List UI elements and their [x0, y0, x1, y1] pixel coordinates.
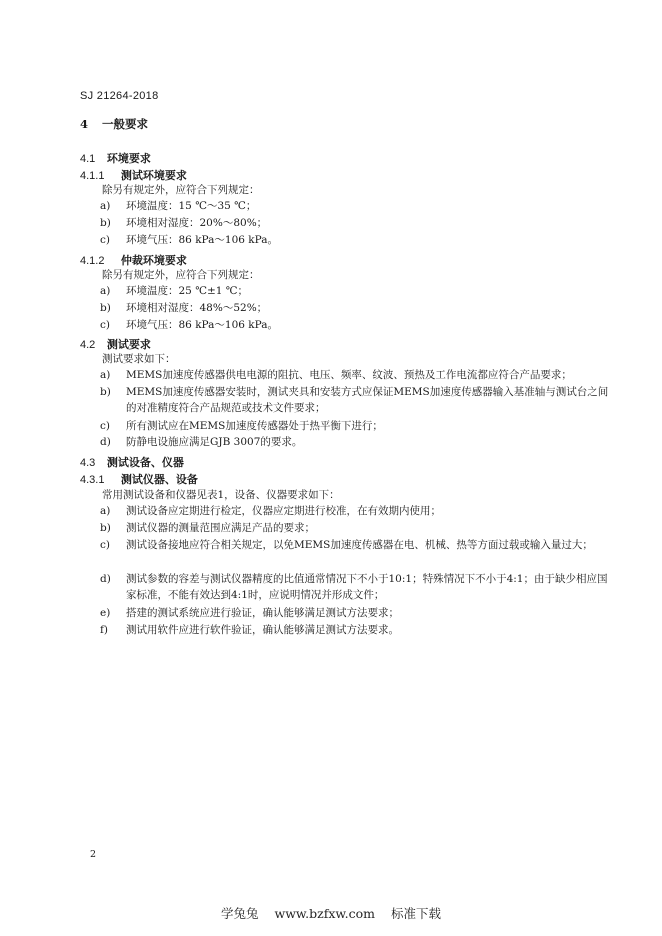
- section-heading-4: [80, 116, 148, 132]
- list-text: 所有测试应在MEMS加速度传感器处于热平衡下进行；: [126, 420, 383, 432]
- page-number: 2: [90, 849, 97, 860]
- list-item: [100, 367, 615, 383]
- list-label: b): [100, 217, 111, 229]
- watermark-url[interactable]: www.bzfxw.com: [274, 906, 375, 921]
- heading-4-1-1: [80, 167, 187, 183]
- list-label: b): [100, 386, 111, 398]
- list-text: 测试参数的容差与测试仪器精度的比值通常情况下不小于10:1；特殊情况下不小于4:1；由于缺少相应国家标准，不能有效达到4:1时，应说明情况并形成文件；: [126, 573, 608, 601]
- list-item: [100, 198, 615, 214]
- list-text: 环境气压：86 kPa～106 kPa。: [126, 319, 279, 331]
- heading-number: 4.2: [80, 339, 96, 351]
- list-item: [100, 434, 615, 450]
- list-item: [100, 605, 615, 621]
- list-text: 环境温度：25 ℃±1 ℃；: [126, 285, 249, 297]
- watermark-site-name: 学兔兔: [221, 906, 259, 921]
- list-item: [100, 283, 615, 299]
- list-label: a): [100, 285, 111, 297]
- list-item: [100, 503, 615, 519]
- list-label: e): [100, 607, 111, 619]
- heading-number: 4.3.1: [80, 474, 105, 486]
- list-label: d): [100, 573, 111, 585]
- list-label: c): [100, 234, 110, 246]
- list-text: 搭建的测试系统应进行验证，确认能够满足测试方法要求；: [126, 607, 399, 619]
- intro-text: 常用测试设备和仪器见表1，设备、仪器要求如下：: [102, 489, 340, 501]
- heading-number: 4.1: [80, 153, 96, 165]
- list-text: 防静电设施应满足GJB 3007的要求。: [126, 436, 303, 448]
- watermark-footer: [0, 904, 662, 922]
- list-item: [100, 537, 615, 553]
- list-text: MEMS加速度传感器供电电源的阻抗、电压、频率、纹波、预热及工作电流都应符合产品要求；: [126, 369, 572, 381]
- list-label: b): [100, 522, 111, 534]
- heading-number: 4.3: [80, 457, 96, 469]
- list-text: 环境气压：86 kPa～106 kPa。: [126, 234, 279, 246]
- heading-title: 测试设备、仪器: [106, 456, 184, 469]
- list-item: [100, 622, 615, 638]
- document-code: SJ 21264-2018: [80, 90, 159, 102]
- heading-title: 环境要求: [106, 152, 151, 165]
- list-label: a): [100, 369, 111, 381]
- list-label: f): [100, 624, 108, 636]
- list-item: [100, 520, 615, 536]
- heading-4-1: [80, 150, 151, 166]
- list-label: c): [100, 319, 110, 331]
- list-item: [100, 317, 615, 333]
- heading-title: 测试仪器、设备: [120, 473, 198, 486]
- list-item: [100, 418, 615, 434]
- intro-text: 除另有规定外，应符合下列规定：: [102, 269, 260, 281]
- heading-4-2: [80, 336, 151, 352]
- list-label: a): [100, 505, 111, 517]
- intro-text: 除另有规定外，应符合下列规定：: [102, 184, 260, 196]
- list-item: [100, 215, 615, 231]
- list-label: c): [100, 539, 110, 551]
- intro-text: 测试要求如下：: [102, 353, 176, 365]
- heading-4-3-1: [80, 471, 198, 487]
- list-item: [100, 571, 615, 603]
- heading-number: 4.1.2: [80, 255, 105, 267]
- heading-title: 测试环境要求: [120, 169, 187, 182]
- watermark-slogan: 标准下载: [390, 906, 441, 921]
- list-text: 测试设备应定期进行检定，仪器应定期进行校准，在有效期内使用；: [126, 505, 441, 517]
- list-text: 测试设备接地应符合相关规定，以免MEMS加速度传感器在电、机械、热等方面过载或输入量过大；: [126, 539, 593, 551]
- list-text: 环境相对湿度：48%～52%；: [126, 302, 268, 314]
- list-text: MEMS加速度传感器安装时，测试夹具和安装方式应保证MEMS加速度传感器输入基准轴与测试台之间的对准精度符合产品规范或技术文件要求；: [126, 386, 609, 414]
- list-text: 环境相对湿度：20%～80%；: [126, 217, 268, 229]
- list-label: a): [100, 200, 111, 212]
- heading-title: 测试要求: [106, 338, 151, 351]
- list-label: c): [100, 420, 110, 432]
- list-item: [100, 300, 615, 316]
- heading-4-1-2: [80, 252, 187, 268]
- heading-4-3: [80, 454, 184, 470]
- list-item: [100, 384, 615, 416]
- section-number: 4: [80, 117, 89, 131]
- heading-number: 4.1.1: [80, 170, 105, 182]
- list-text: 测试仪器的测量范围应满足产品的要求；: [126, 522, 315, 534]
- heading-title: 仲裁环境要求: [120, 254, 187, 267]
- list-label: b): [100, 302, 111, 314]
- list-text: 测试用软件应进行软件验证，确认能够满足测试方法要求。: [126, 624, 399, 636]
- list-label: d): [100, 436, 111, 448]
- section-title: 一般要求: [102, 117, 149, 131]
- list-item: [100, 232, 615, 248]
- list-text: 环境温度：15 ℃～35 ℃；: [126, 200, 257, 212]
